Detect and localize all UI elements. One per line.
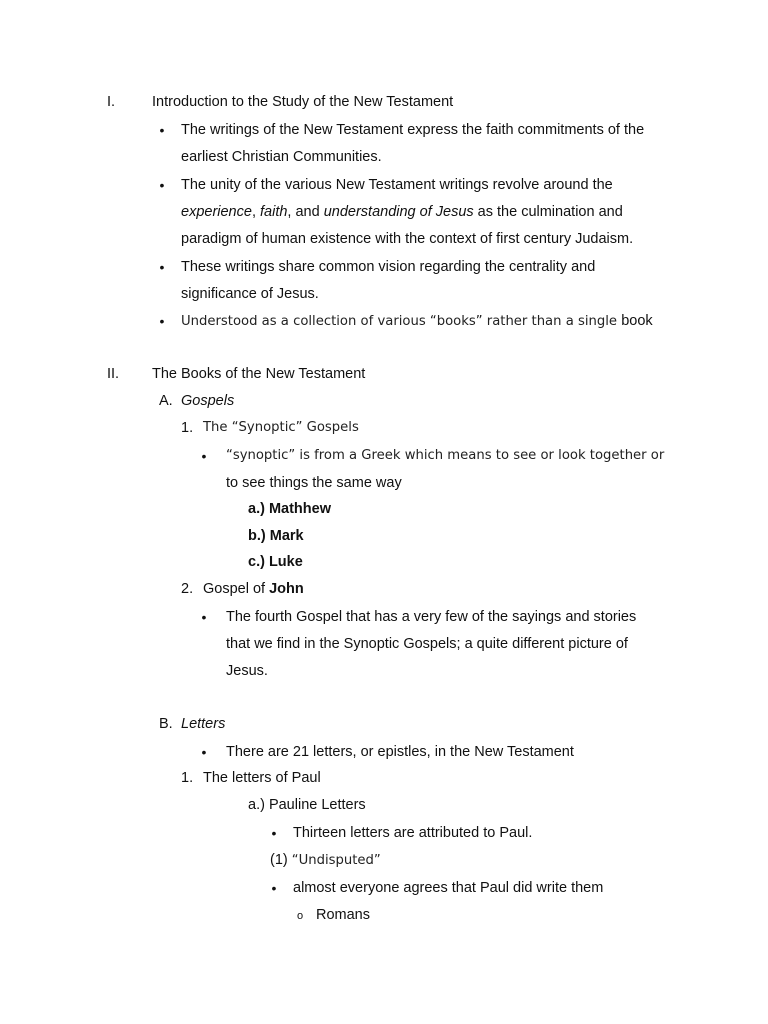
section-2-numeral: II. xyxy=(107,366,120,382)
letters-count: There are 21 letters, or epistles, in the New Testament xyxy=(226,744,574,760)
gospel-sub-a-label: a.) xyxy=(248,501,265,517)
s1-bullet1-line2: earliest Christian Communities. xyxy=(181,149,382,165)
subsection-b-label: B. xyxy=(159,716,173,732)
bullet-icon xyxy=(158,121,166,140)
undisputed xyxy=(270,851,381,870)
subsection-b-title: Letters xyxy=(181,716,226,732)
agreement-text: almost everyone agrees that Paul did write them xyxy=(293,880,604,896)
bullet-icon xyxy=(158,176,166,195)
gospels-item1-text: The “Synoptic” Gospels xyxy=(203,420,359,435)
bullet-icon xyxy=(270,879,278,898)
gospel-sub-b xyxy=(248,527,304,545)
gospels-item2-bold: John xyxy=(269,581,304,597)
s1-bullet4-text: Understood as a collection of various “books” rather than a single xyxy=(181,314,622,329)
gospel-sub-c-label: c.) xyxy=(248,554,265,570)
emphasis-understanding: understanding of Jesus xyxy=(323,204,474,220)
gospel-sub-a-name: Mathhew xyxy=(268,501,331,517)
letters-item1-text: The letters of Paul xyxy=(203,770,321,786)
gospels-item1-num: 1. xyxy=(181,420,194,436)
gospel-sub-c xyxy=(248,553,303,571)
bullet-icon xyxy=(158,312,166,331)
undisputed-text: “Undisputed” xyxy=(291,853,381,868)
gospels-item2-text: Gospel of xyxy=(203,581,270,597)
john-desc-line2: that we find in the Synoptic Gospels; a quite different picture of xyxy=(226,636,628,652)
s1-bullet4-last-word: book xyxy=(621,313,653,329)
pauline-letters: a.) Pauline Letters xyxy=(248,797,366,813)
subsection-a-label: A. xyxy=(159,393,173,409)
romans: Romans xyxy=(316,907,370,923)
s1-bullet3-line2: significance of Jesus. xyxy=(181,286,319,302)
bullet-icon xyxy=(200,743,208,762)
gospels-item2 xyxy=(203,580,304,598)
section-2-title: The Books of the New Testament xyxy=(152,366,366,382)
bullet-icon xyxy=(200,447,208,466)
s1-bullet4 xyxy=(181,312,653,331)
text-rest: as the culmination and xyxy=(473,204,623,220)
gospel-sub-c-name: Luke xyxy=(268,554,303,570)
s1-bullet2-line1: The unity of the various New Testament writings revolve around the xyxy=(181,177,613,193)
emphasis-experience: experience xyxy=(181,204,252,220)
thirteen-letters: Thirteen letters are attributed to Paul. xyxy=(293,825,533,841)
john-desc-line3: Jesus. xyxy=(226,663,268,679)
circle-bullet-icon xyxy=(296,906,304,925)
s1-bullet1-line1: The writings of the New Testament express the faith commitments of the xyxy=(181,122,645,138)
gospel-sub-a xyxy=(248,500,331,518)
subsection-a-title: Gospels xyxy=(181,393,235,409)
gospel-sub-b-label: b.) xyxy=(248,528,266,544)
undisputed-num: (1) xyxy=(270,852,292,868)
emphasis-faith: faith xyxy=(260,204,288,220)
text-comma: , xyxy=(251,204,260,220)
text-and: , and xyxy=(287,204,324,220)
bullet-icon xyxy=(270,824,278,843)
synoptic-def-line2: to see things the same way xyxy=(226,475,402,491)
s1-bullet2-line2 xyxy=(181,203,623,221)
section-1-numeral: I. xyxy=(107,94,116,110)
bullet-icon xyxy=(200,608,208,627)
letters-item1-num: 1. xyxy=(181,770,194,786)
s1-bullet2-line3: paradigm of human existence with the context of first century Judaism. xyxy=(181,231,634,247)
gospel-sub-b-name: Mark xyxy=(269,528,304,544)
s1-bullet3-line1: These writings share common vision regarding the centrality and xyxy=(181,259,596,275)
gospels-item2-num: 2. xyxy=(181,581,194,597)
synoptic-def-line1: “synoptic” is from a Greek which means to see or look together or xyxy=(226,448,665,463)
section-1-title: Introduction to the Study of the New Testament xyxy=(152,94,454,110)
bullet-icon xyxy=(158,258,166,277)
john-desc-line1: The fourth Gospel that has a very few of the sayings and stories xyxy=(226,609,637,625)
